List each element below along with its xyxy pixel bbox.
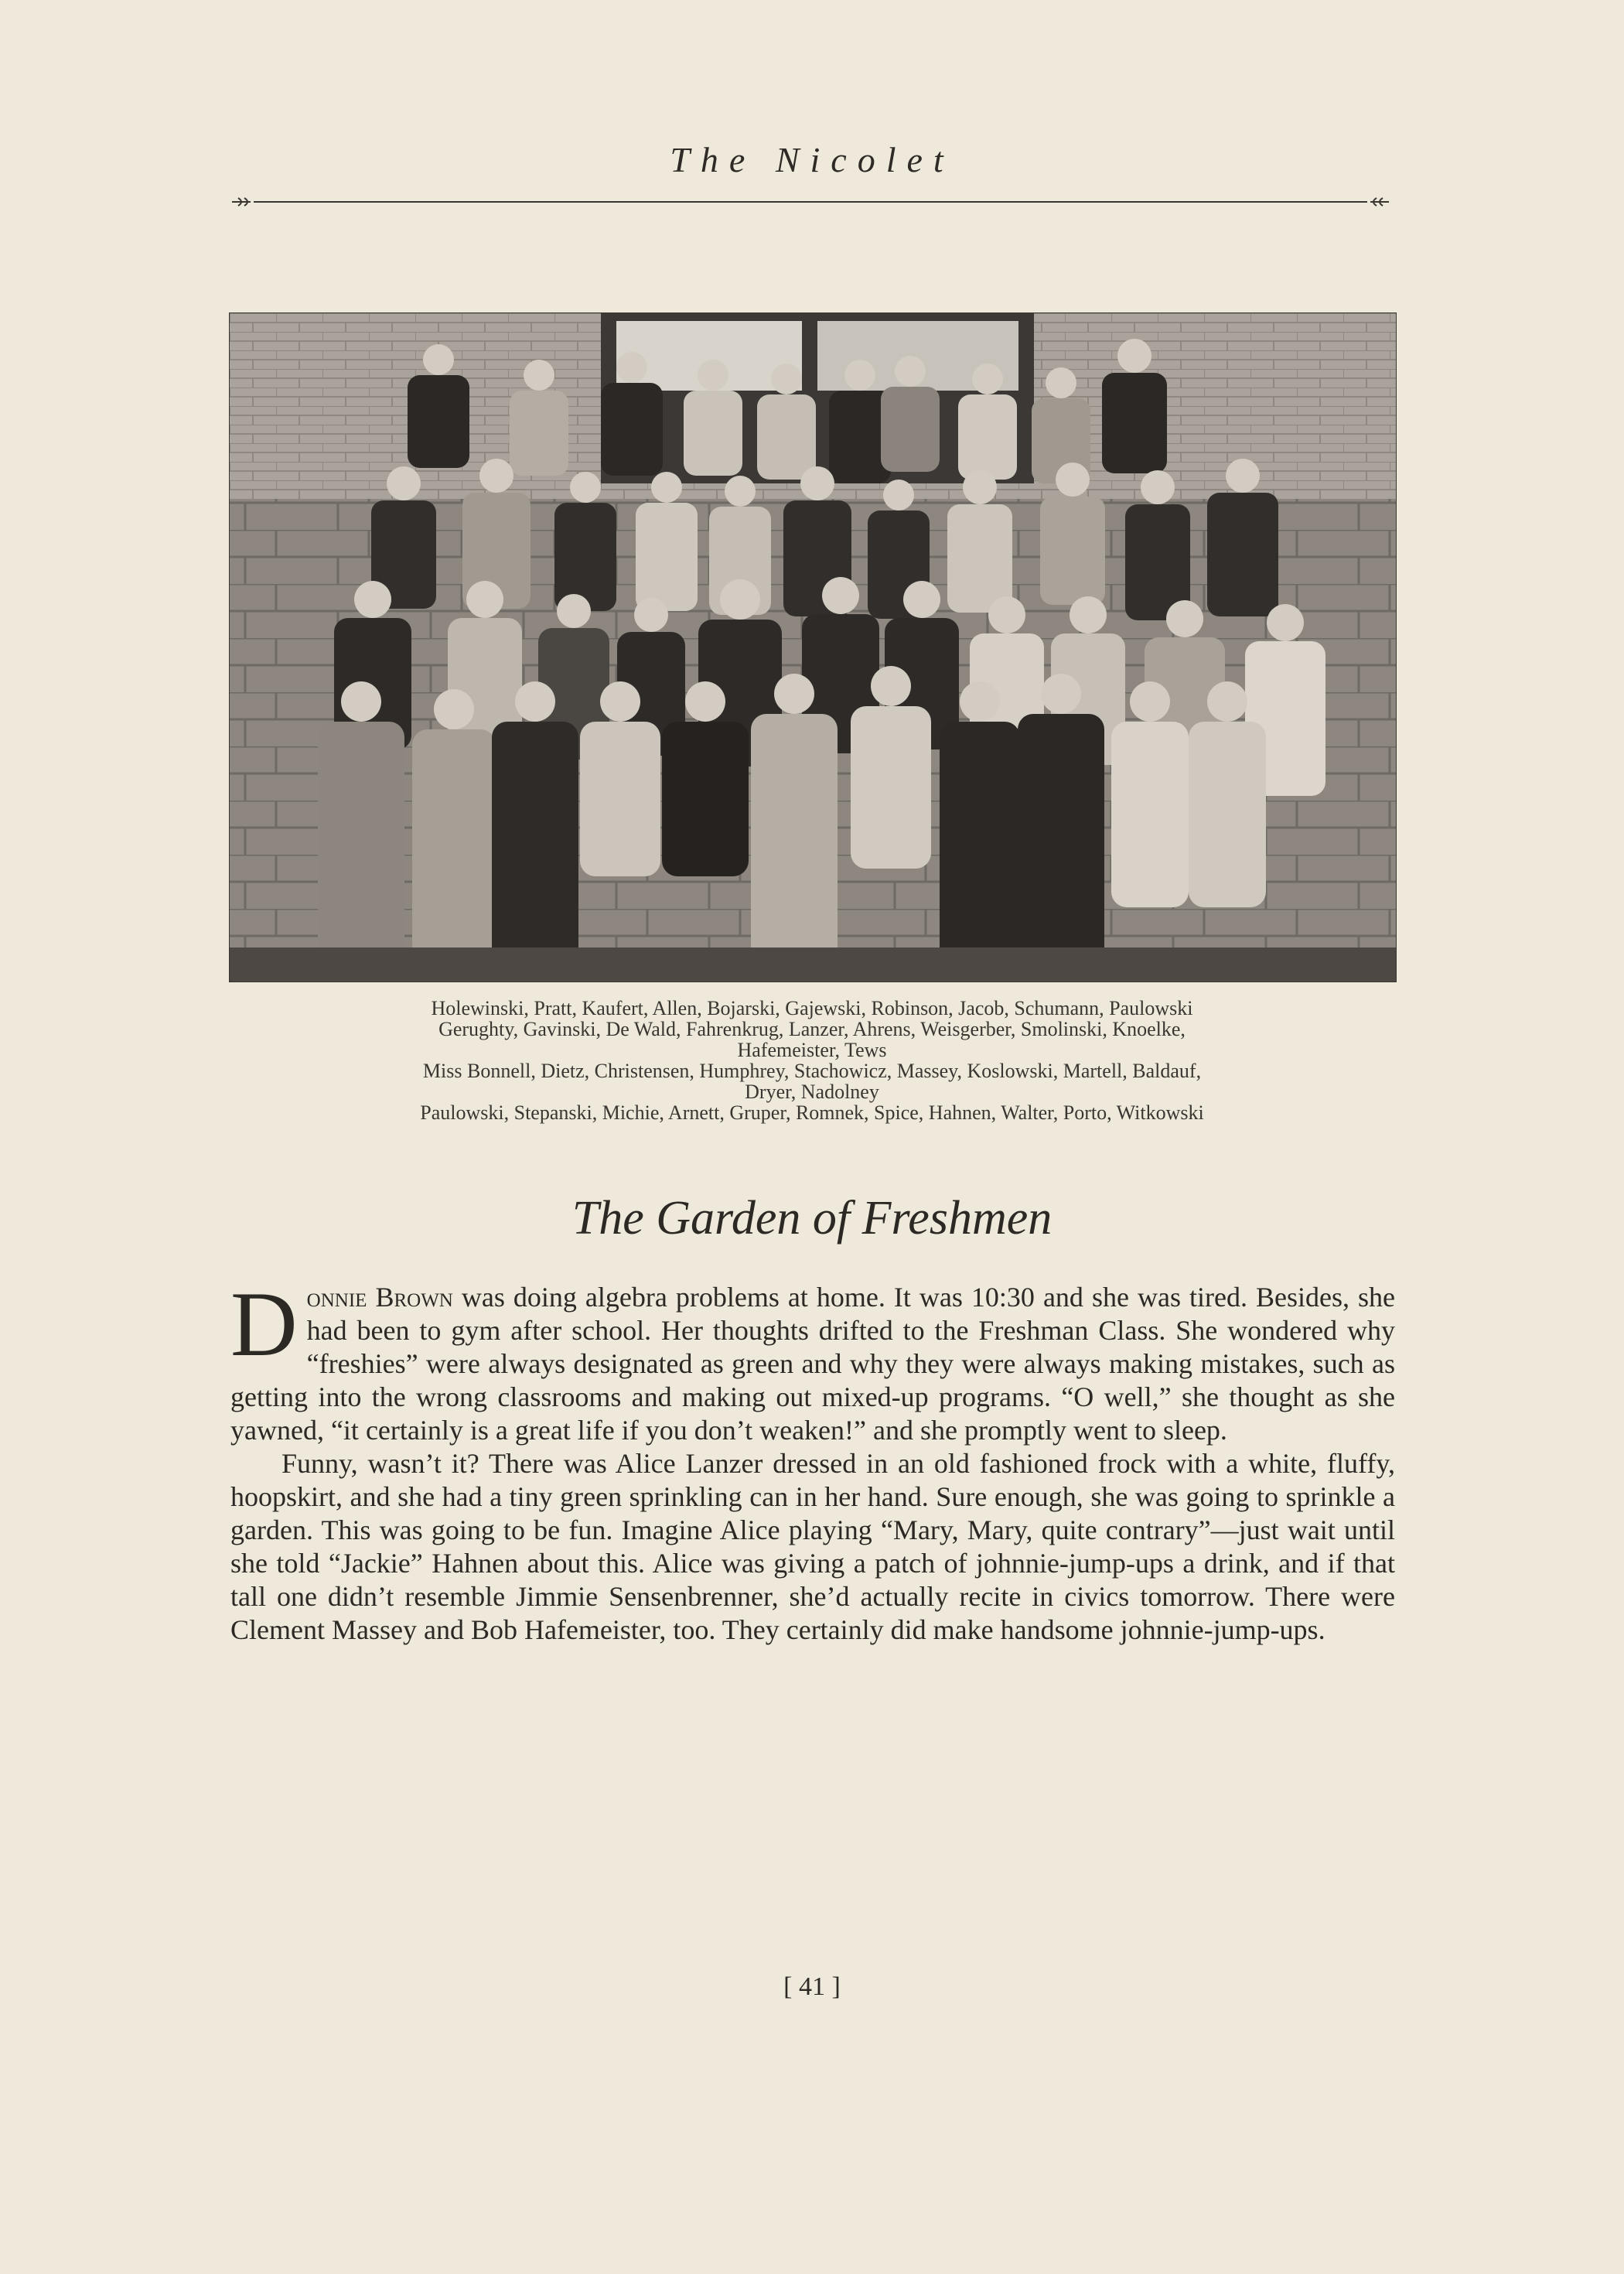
caption-line-5: Dryer, Nadolney [745, 1081, 879, 1103]
lead-smallcaps: onnie Brown [306, 1282, 453, 1313]
ornamental-rule [230, 196, 1390, 207]
photo-caption [263, 998, 1361, 1123]
paragraph-2: Funny, wasn’t it? There was Alice Lanzer dressed in an old fashioned frock with a white, fluffy, hoopskirt, and she had a tiny green sprinkling can in her hand. Sure enough, she was going to sprinkle a garden. This was going to be fun. Imagine Alice playing “Mary, Mary, quite contrary”—just wait until she told “Jackie” Hahnen about this. Alice was giving a patch of johnnie-jump-ups a drink, and if that tall one didn’t resemble Jimmie Sensenbrenner, she’d actually recite in civics tomorrow. There were Clement Massey and Bob Hafemeister, too. They certainly did make handsome johnnie-jump-ups. [230, 1448, 1395, 1645]
caption-line-2: Gerughty, Gavinski, De Wald, Fahrenkrug, Lanzer, Ahrens, Weisgerber, Smolinski, Knoelke, [438, 1018, 1186, 1040]
paragraph-1 [230, 1272, 1395, 1447]
article-title: The Garden of Freshmen [571, 1192, 1053, 1245]
paragraph-1-text: was doing algebra problems at home. It was 10:30 and she was tired. Besides, she had been to gym after school. Her thoughts drifted to the Freshman Class. She wondered why “freshies” were always designated as green and why they were always making mistakes, such as getting into the wrong classrooms and making out mixed-up programs. “O well,” she thought as she yawned, “it certainly is a great life if you don’t weaken!” and she promptly went to sleep. [230, 1282, 1395, 1446]
caption-line-1: Holewinski, Pratt, Kaufert, Allen, Bojarski, Gajewski, Robinson, Jacob, Schumann, Paulowski [431, 997, 1193, 1019]
article-body [230, 1272, 1395, 1647]
class-group-photo [229, 312, 1397, 982]
caption-line-4: Miss Bonnell, Dietz, Christensen, Humphrey, Stachowicz, Massey, Koslowski, Martell, Baldauf, [422, 1060, 1202, 1082]
page-number: [ 41 ] [783, 1972, 841, 2001]
running-head: The Nicolet [670, 140, 954, 179]
caption-line-6: Paulowski, Stepanski, Michie, Arnett, Gruper, Romnek, Spice, Hahnen, Walter, Porto, Witkowski [420, 1101, 1204, 1124]
drop-cap: D [230, 1272, 298, 1375]
caption-line-3: Hafemeister, Tews [737, 1039, 887, 1061]
